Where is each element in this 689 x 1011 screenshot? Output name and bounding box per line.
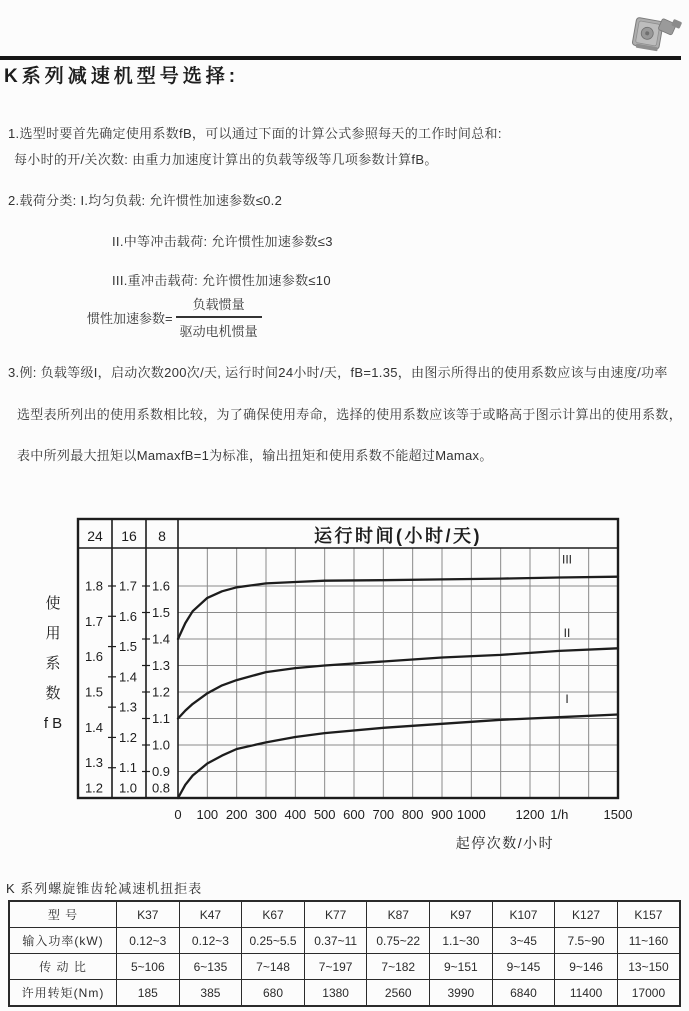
torque-cell: 17000 <box>617 980 680 1007</box>
x-tick-label: 300 <box>255 807 277 822</box>
scale-label-h8: 0.8 <box>151 780 171 796</box>
scale-label-h24: 1.4 <box>84 719 104 735</box>
y-axis-caption-char: f B <box>43 715 63 732</box>
load-class-line-3: III.重冲击载荷: 允许惯性加速参数≤10 <box>112 273 331 288</box>
torque-cell: 185 <box>117 980 180 1007</box>
x-tick-label: 800 <box>401 807 424 822</box>
torque-cell: 9~151 <box>430 954 493 980</box>
scale-label-h8: 0.9 <box>151 764 171 779</box>
torque-cell: 1380 <box>304 980 367 1007</box>
torque-table-caption: K 系列螺旋锥齿轮减速机扭拒表 <box>6 881 203 896</box>
torque-cell: 385 <box>179 980 242 1007</box>
torque-model-header: K47 <box>179 901 242 928</box>
scale-label-h8: 1.6 <box>151 578 171 594</box>
torque-table-header-row <box>9 901 680 928</box>
intro-line-1: 1.选型时要首先确定使用系数fB，可以通过下面的计算公式参照每天的工作时间总和: <box>8 126 502 141</box>
x-axis-caption: 起停次数/小时 <box>455 835 555 851</box>
hours-column-header: 8 <box>158 528 166 544</box>
torque-cell: 0.25~5.5 <box>242 928 305 954</box>
gearbox-photo <box>618 8 684 58</box>
torque-cell: 13~150 <box>617 954 680 980</box>
scale-label-h16: 1.0 <box>118 780 138 796</box>
load-class-line-2: II.中等冲击载荷: 允许惯性加速参数≤3 <box>112 234 333 249</box>
torque-model-header: K127 <box>555 901 618 928</box>
torque-cell: 0.37~11 <box>304 928 367 954</box>
scale-label-h16: 1.5 <box>118 639 138 655</box>
torque-cell: 2560 <box>367 980 430 1007</box>
scale-label-h8: 1.4 <box>151 631 171 647</box>
torque-model-header: K157 <box>617 901 680 928</box>
scale-label-h8: 1.3 <box>151 658 171 673</box>
example-line-1: 3.例: 负载等级I，启动次数200次/天, 运行时间24小时/天，fB=1.35，由图示所得出的使用系数应该与由速度/功率 <box>8 365 668 380</box>
torque-model-header: K107 <box>492 901 555 928</box>
torque-row-label: 传 动 比 <box>9 954 117 980</box>
torque-cell: 0.75~22 <box>367 928 430 954</box>
x-tick-label: 400 <box>284 807 307 822</box>
scale-label-h24: 1.2 <box>84 780 104 796</box>
curve-label-I: I <box>565 692 569 707</box>
scale-label-h16: 1.7 <box>118 578 138 594</box>
curve-III <box>178 577 618 639</box>
torque-cell: 7~148 <box>242 954 305 980</box>
chart-border <box>78 519 618 798</box>
scale-label-h16: 1.2 <box>118 729 138 745</box>
formula-lhs: 惯性加速参数= <box>87 310 173 326</box>
torque-cell: 9~145 <box>492 954 555 980</box>
intro-line-2: 每小时的开/关次数: 由重力加速度计算出的负载等级等几项参数计算fB。 <box>14 152 438 167</box>
torque-table-row <box>9 954 680 980</box>
x-tick-label: 700 <box>372 807 395 822</box>
torque-table-row <box>9 980 680 1007</box>
example-line-2: 选型表所列出的使用系数相比较，为了确保使用寿命，选择的使用系数应该等于或略高于图示计算出的使用系数， <box>17 407 683 422</box>
torque-cell: 11~160 <box>617 928 680 954</box>
torque-cell: 3990 <box>430 980 493 1007</box>
torque-cell: 7.5~90 <box>555 928 618 954</box>
chart-title: 运行时间(小时/天) <box>314 526 482 546</box>
page-title: K系列减速机型号选择: <box>4 66 240 87</box>
x-tick-label: 0 <box>174 807 182 822</box>
formula-fraction <box>176 294 262 340</box>
torque-row-label: 许用转矩(Nm) <box>9 980 117 1007</box>
torque-table-row <box>9 928 680 954</box>
torque-model-header: K77 <box>304 901 367 928</box>
x-tick-label: 900 <box>431 807 453 822</box>
torque-cell: 6840 <box>492 980 555 1007</box>
scale-label-h16: 1.3 <box>118 699 138 715</box>
x-tick-label: 500 <box>313 807 336 822</box>
torque-cell: 11400 <box>555 980 618 1007</box>
torque-cell: 6~135 <box>179 954 242 980</box>
y-axis-caption-char: 用 <box>45 625 61 642</box>
torque-cell: 9~146 <box>555 954 618 980</box>
torque-model-header: K67 <box>242 901 305 928</box>
hours-column-header: 16 <box>121 528 137 544</box>
scale-label-h24: 1.6 <box>84 649 104 665</box>
y-axis-caption-char: 数 <box>45 685 61 702</box>
hours-column-header: 24 <box>87 528 103 544</box>
torque-table <box>8 900 681 1007</box>
x-tick-label: 1000 <box>456 807 486 822</box>
load-class-line-1: 2.载荷分类: I.均匀负载: 允许惯性加速参数≤0.2 <box>8 193 283 208</box>
torque-model-header: K97 <box>430 901 493 928</box>
y-axis-caption-char: 系 <box>45 655 61 672</box>
x-tick-label: 1200 <box>515 807 545 822</box>
torque-cell: 680 <box>242 980 305 1007</box>
x-tick-label: 600 <box>343 807 365 822</box>
x-tick-label: 1/h <box>550 807 569 822</box>
torque-cell: 3~45 <box>492 928 555 954</box>
scale-label-h24: 1.8 <box>84 578 104 594</box>
x-tick-label: 200 <box>225 807 248 822</box>
torque-cell: 7~182 <box>367 954 430 980</box>
torque-cell: 1.1~30 <box>430 928 493 954</box>
scale-label-h8: 1.5 <box>151 605 171 620</box>
x-tick-label: 100 <box>196 807 219 822</box>
scale-label-h16: 1.4 <box>118 669 138 685</box>
scale-label-h16: 1.6 <box>118 608 138 624</box>
formula-denominator: 驱动电机惯量 <box>179 324 258 339</box>
x-tick-label: 1500 <box>603 807 633 822</box>
curve-label-III: III <box>561 552 573 567</box>
scale-label-h24: 1.5 <box>84 684 104 700</box>
scale-label-h8: 1.0 <box>151 737 171 753</box>
curve-I <box>178 715 618 799</box>
example-line-3: 表中所列最大扭矩以MamaxfB=1为标准，输出扭矩和使用系数不能超过Mamax。 <box>17 448 493 463</box>
inertia-formula <box>87 294 262 340</box>
scale-label-h24: 1.3 <box>84 755 104 771</box>
scale-label-h8: 1.1 <box>151 711 171 726</box>
curve-II <box>178 648 618 718</box>
scale-label-h16: 1.1 <box>118 760 138 776</box>
gearbox-photo-image <box>618 8 684 58</box>
torque-cell: 7~197 <box>304 954 367 980</box>
torque-cell: 5~106 <box>117 954 180 980</box>
y-axis-caption-char: 使 <box>45 595 61 612</box>
title-divider <box>0 56 681 60</box>
torque-model-header: K87 <box>367 901 430 928</box>
scale-label-h24: 1.7 <box>84 613 104 629</box>
torque-cell: 0.12~3 <box>179 928 242 954</box>
torque-row-label: 型 号 <box>9 901 117 928</box>
torque-row-label: 输入功率(kW) <box>9 928 117 954</box>
scale-label-h8: 1.2 <box>151 684 171 700</box>
torque-cell: 0.12~3 <box>117 928 180 954</box>
formula-numerator: 负载惯量 <box>176 294 262 318</box>
curve-label-II: II <box>563 625 571 640</box>
torque-model-header: K37 <box>117 901 180 928</box>
